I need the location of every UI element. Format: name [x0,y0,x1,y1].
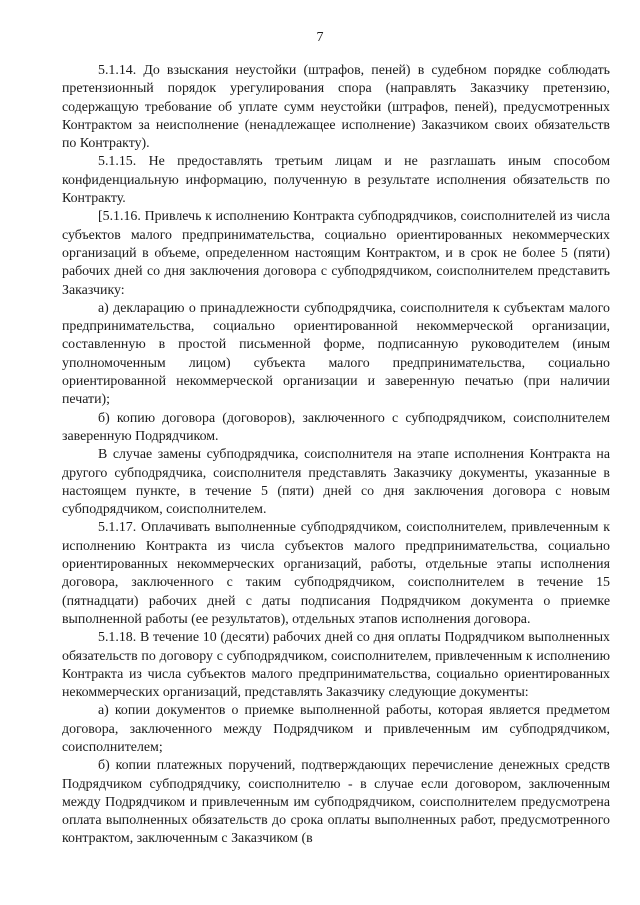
paragraph-5-1-18-a: а) копии документов о приемке выполненной работы, которая является предметом договора, заключенного между Подрядчиком и привлеченным им субподрядчиком, соисполнителем; [62,703,610,755]
paragraph-5-1-16-a: а) декларацию о принадлежности субподрядчика, соисполнителя к субъектам малого предпринимательства, социально ориентированной некоммерческой организации, составленную в простой письменной форме, подписанную руководителем (иным уполномоченным лицом) субъекта малого предпринимательства, социально ориентированной некоммерческой организации и заверенную печатью (при наличии печати); [62,300,610,408]
document-body [62,62,610,849]
paragraph-5-1-14: 5.1.14. До взыскания неустойки (штрафов, пеней) в судебном порядке соблюдать претензионный порядок урегулирования спора (направлять Заказчику претензию, содержащую требование об уплате сумм неустойки (штрафов, пеней), предусмотренных Контрактом за неисполнение (ненадлежащее исполнение) Заказчиком своих обязательств по Контракту). [62,63,610,152]
paragraph-5-1-18: 5.1.18. В течение 10 (десяти) рабочих дней со дня оплаты Подрядчиком выполненных обязательств по договору с субподрядчиком, соисполнителем, привлеченным к исполнению Контракта из числа субъектов малого предпринимательства, социально ориентированных некоммерческих организаций, представлять Заказчику следующие документы: [62,630,610,701]
paragraph-5-1-16: [5.1.16. Привлечь к исполнению Контракта субподрядчиков, соисполнителей из числа субъектов малого предпринимательства, социально ориентированных некоммерческих организаций в объеме, определенном настоящим Контрактом, и в срок не более 5 (пяти) рабочих дней со дня заключения договора с субподрядчиком, соисполнителем представить Заказчику: [62,209,610,298]
paragraph-5-1-16-b: б) копию договора (договоров), заключенного с субподрядчиком, соисполнителем заверенную Подрядчиком. [62,410,610,444]
paragraph-replacement: В случае замены субподрядчика, соисполнителя на этапе исполнения Контракта на другого субподрядчика, соисполнителя представлять Заказчику документы, указанные в настоящем пункте, в течение 5 (пяти) дней со дня заключения договора с новым субподрядчиком, соисполнителем. [62,447,610,518]
paragraph-5-1-15: 5.1.15. Не предоставлять третьим лицам и не разглашать иным способом конфиденциальную информацию, полученную в результате исполнения обязательств по Контракту. [62,154,610,207]
paragraph-5-1-18-b: б) копии платежных поручений, подтверждающих перечисление денежных средств Подрядчиком субподрядчику, соисполнителю - в случае если договором, заключенным между Подрядчиком и привлеченным им субподрядчиком, соисполнителем предусмотрена оплата выполненных обязательств до срока оплаты выполненных работ, предусмотренного контрактом, заключенным с Заказчиком (в [62,758,610,847]
page-number: 7 [316,30,324,45]
paragraph-5-1-17: 5.1.17. Оплачивать выполненные субподрядчиком, соисполнителем, привлеченным к исполнению Контракта из числа субъектов малого предпринимательства, социально ориентированных некоммерческих организаций, работы, отдельные этапы исполнения договора, заключенного с таким субподрядчиком, соисполнителем в течение 15 (пятнадцати) рабочих дней с даты подписания Подрядчиком документа о приемке выполненной работы (ее результатов), отдельных этапов исполнения договора. [62,520,610,627]
